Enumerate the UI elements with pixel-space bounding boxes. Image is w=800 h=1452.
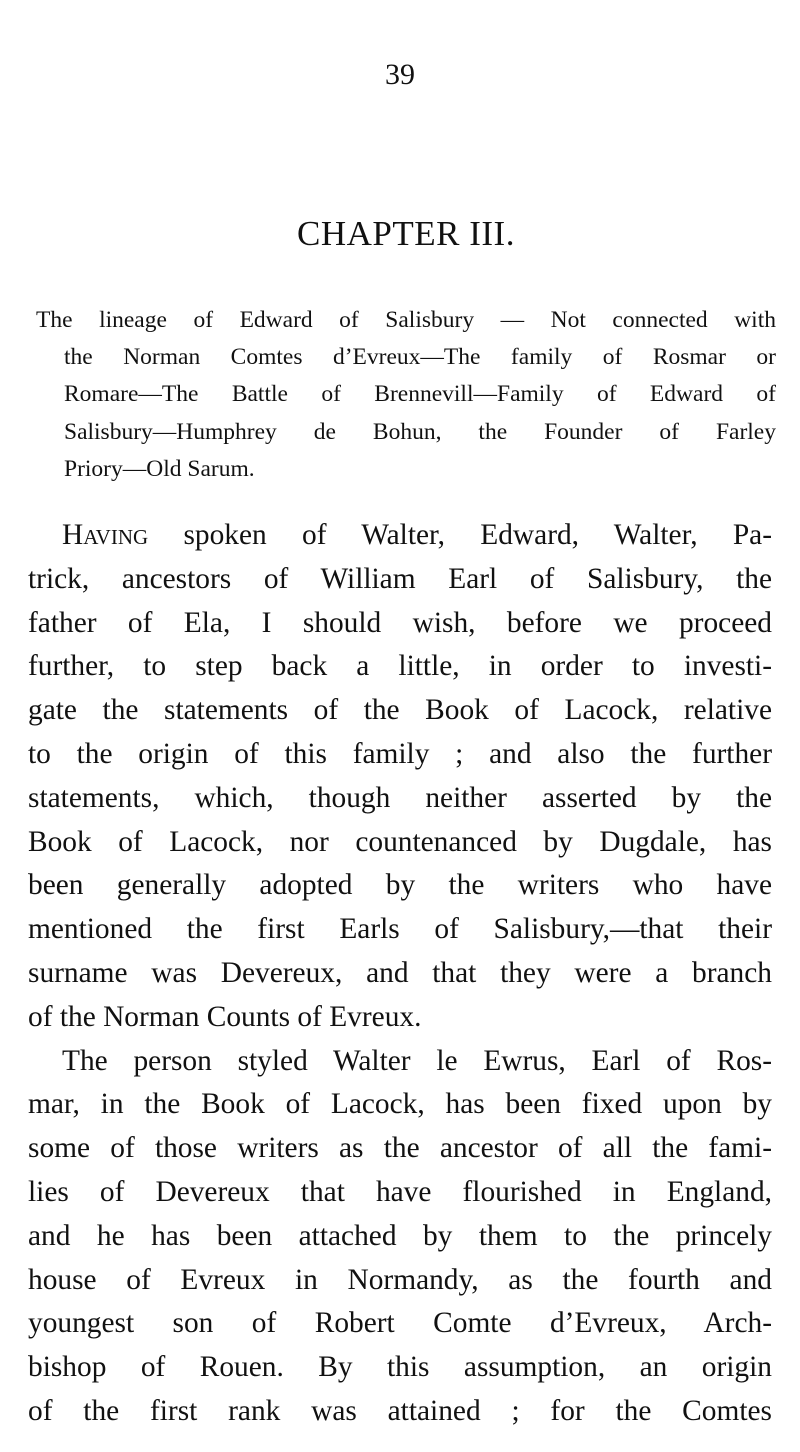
first-line-rest: spoken of Walter, Edward, Walter, Pa- (148, 519, 772, 551)
synopsis-line: the Norman Comtes d’Evreux—The family of Rosmar or (64, 344, 776, 371)
paragraph-line: The person styled Walter le Ewrus, Earl of Ros- (62, 1044, 772, 1077)
page-number: 39 (385, 58, 415, 91)
paragraph-line: lies of Devereux that have flourished in England, (28, 1175, 772, 1208)
paragraph-line: youngest son of Robert Comte d’Evreux, Arch- (28, 1307, 772, 1340)
paragraph-line: of the Norman Counts of Evreux. (28, 1000, 422, 1033)
paragraph-line: trick, ancestors of William Earl of Salisbury, the (28, 562, 772, 595)
paragraph-line (28, 514, 772, 558)
paragraph-line: house of Evreux in Normandy, as the fourth and (28, 1263, 772, 1296)
opening-word: Having (62, 519, 149, 551)
paragraph-line: been generally adopted by the writers who have (28, 869, 772, 902)
chapter-synopsis (36, 302, 776, 488)
paragraph-line: bishop of Rouen. By this assumption, an origin (28, 1351, 772, 1384)
paragraph-line: surname was Devereux, and that they were a branch (28, 956, 772, 989)
synopsis-line: Priory—Old Sarum. (64, 455, 255, 482)
synopsis-line: Romare—The Battle of Brennevill—Family of Edward of (64, 381, 776, 408)
paragraph-line: statements, which, though neither asserted by the (28, 781, 772, 814)
paragraph-line: further, to step back a little, in order to investi- (28, 650, 772, 683)
paragraph-line: gate the statements of the Book of Lacock, relative (28, 694, 772, 727)
paragraph-line: Book of Lacock, nor countenanced by Dugdale, has (28, 825, 772, 858)
paragraph-line: some of those writers as the ancestor of all the fami- (28, 1132, 772, 1165)
paragraph-line: and he has been attached by them to the princely (28, 1219, 772, 1252)
synopsis-line: The lineage of Edward of Salisbury — Not connected with (36, 307, 776, 333)
synopsis-line: Salisbury—Humphrey de Bohun, the Founder of Farley (64, 418, 776, 445)
paragraph-line: of the first rank was attained ; for the Comtes (28, 1394, 772, 1427)
chapter-title: CHAPTER III. (297, 214, 515, 253)
body-text (28, 514, 772, 1434)
paragraph-line: father of Ela, I should wish, before we proceed (28, 606, 772, 639)
paragraph-line: to the origin of this family ; and also the further (28, 737, 772, 770)
paragraph-line: mar, in the Book of Lacock, has been fixed upon by (28, 1088, 772, 1121)
paragraph-line: mentioned the first Earls of Salisbury,—that their (28, 913, 772, 946)
